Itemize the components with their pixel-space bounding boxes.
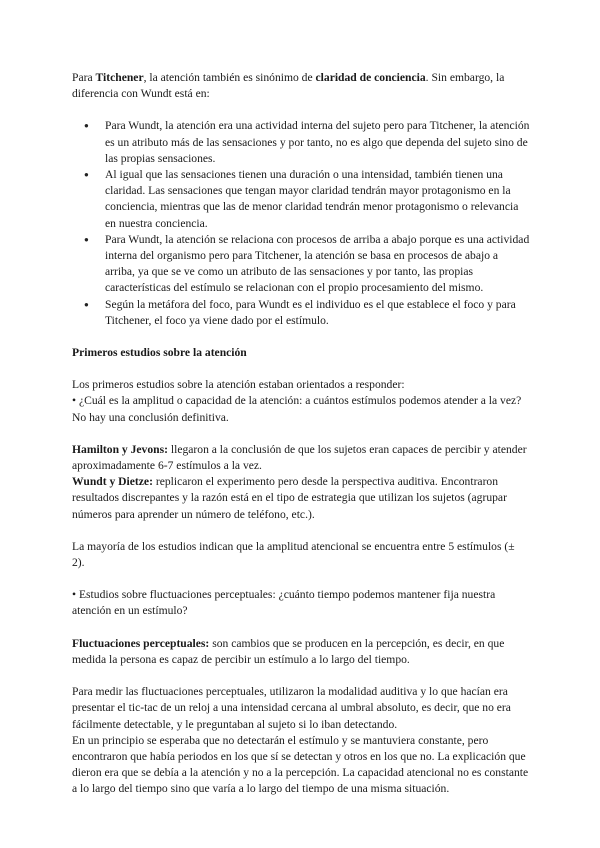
intro-paragraph: [72, 70, 530, 102]
amplitude-conclusion: La mayoría de los estudios indican que la amplitud atencional se encuentra entre 5 estímulos (± 2).: [72, 539, 515, 570]
fluctuations-paragraph: [72, 636, 530, 668]
fluctuations-label: Fluctuaciones perceptuales:: [72, 636, 210, 650]
wundt-dietze-text: replicaron el experimento pero desde la perspectiva auditiva. Encontraron resultados discrepantes y la razón está en el tipo de estrategia que utilizan los sujetos (agrupar números para aprender un número de teléfono, etc.).: [72, 475, 507, 521]
hamilton-paragraph: [72, 442, 530, 474]
intro-text-mid: , la atención también es sinónimo de: [143, 71, 316, 84]
question-fluctuations: • Estudios sobre fluctuaciones perceptuales: ¿cuánto tiempo podemos mantener fija nuestra atención en un estímulo?: [72, 588, 496, 618]
measure-paragraph-1: Para medir las fluctuaciones perceptuales, utilizaron la modalidad auditiva y lo que hacían era presentar el tic-tac de un reloj a una intensidad cercana al umbral absoluto, es decir, que no era fácilmente detectable, y le preguntaban al sujeto si lo iban detectando.: [72, 685, 511, 731]
hamilton-label: Hamilton y Jevons:: [72, 442, 168, 456]
intro-name-titchener: Titchener: [95, 71, 144, 84]
list-item: ● Para Wundt, la atención era una actividad interna del sujeto pero para Titchener, la atención es un atributo más de las sensaciones y por tanto, no es algo que dependa del sujeto sino de las propias sensaciones.: [105, 118, 530, 167]
list-item: ● Para Wundt, la atención se relaciona con procesos de arriba a abajo porque es una actividad interna del organismo pero para Titchener, la atención se basa en procesos de abajo a arriba, ya que se ve como un atributo de las sensaciones y por tanto, las propias características del estímulo se relacionan con el propio procesamiento del mismo.: [105, 232, 530, 297]
hamilton-text: llegaron a la conclusión de que los sujetos eran capaces de percibir y atender aproximadamente 6-7 estímulos a la vez.: [72, 442, 527, 473]
intro-term-claridad: claridad de conciencia: [315, 71, 426, 84]
question-amplitude: • ¿Cuál es la amplitud o capacidad de la atención: a cuántos estímulos podemos atender a la vez? No hay una conclusión definitiva.: [72, 394, 522, 424]
measure-paragraph-2: En un principio se esperaba que no detectarán el estímulo y se mantuviera constante, pero encontraron que había periodos en los que sí se detectan y otros en los que no. La explicación que dieron era que se debía a la atención y no a la percepción. La capacidad atencional no es constante a lo largo del tiempo sino que varía a lo largo del tiempo de una misma situación.: [72, 733, 529, 796]
intro-text-pre: Para: [72, 71, 96, 84]
wundt-dietze-label: Wundt y Dietze:: [72, 475, 153, 489]
differences-list: [72, 118, 530, 329]
list-item: ● Según la metáfora del foco, para Wundt es el individuo es el que establece el foco y para Titchener, el foco ya viene dado por el estímulo.: [105, 297, 530, 329]
intro-text-post: . Sin embargo, la diferencia con Wundt está en:: [72, 71, 505, 101]
studies-intro: Los primeros estudios sobre la atención estaban orientados a responder:: [72, 378, 405, 392]
wundt-dietze-paragraph: [72, 474, 530, 523]
fluctuations-text: son cambios que se producen en la percepción, es decir, en que medida la persona es capaz de percibir un estímulo a lo largo del tiempo.: [72, 636, 505, 666]
list-item: ● Al igual que las sensaciones tienen una duración o una intensidad, también tienen una claridad. Las sensaciones que tengan mayor claridad tendrán mayor protagonismo en la conciencia, mientras que las de menor claridad tendrán menor protagonismo o relevancia en nuestra conciencia.: [105, 167, 530, 232]
section-heading: Primeros estudios sobre la atención: [72, 346, 247, 360]
